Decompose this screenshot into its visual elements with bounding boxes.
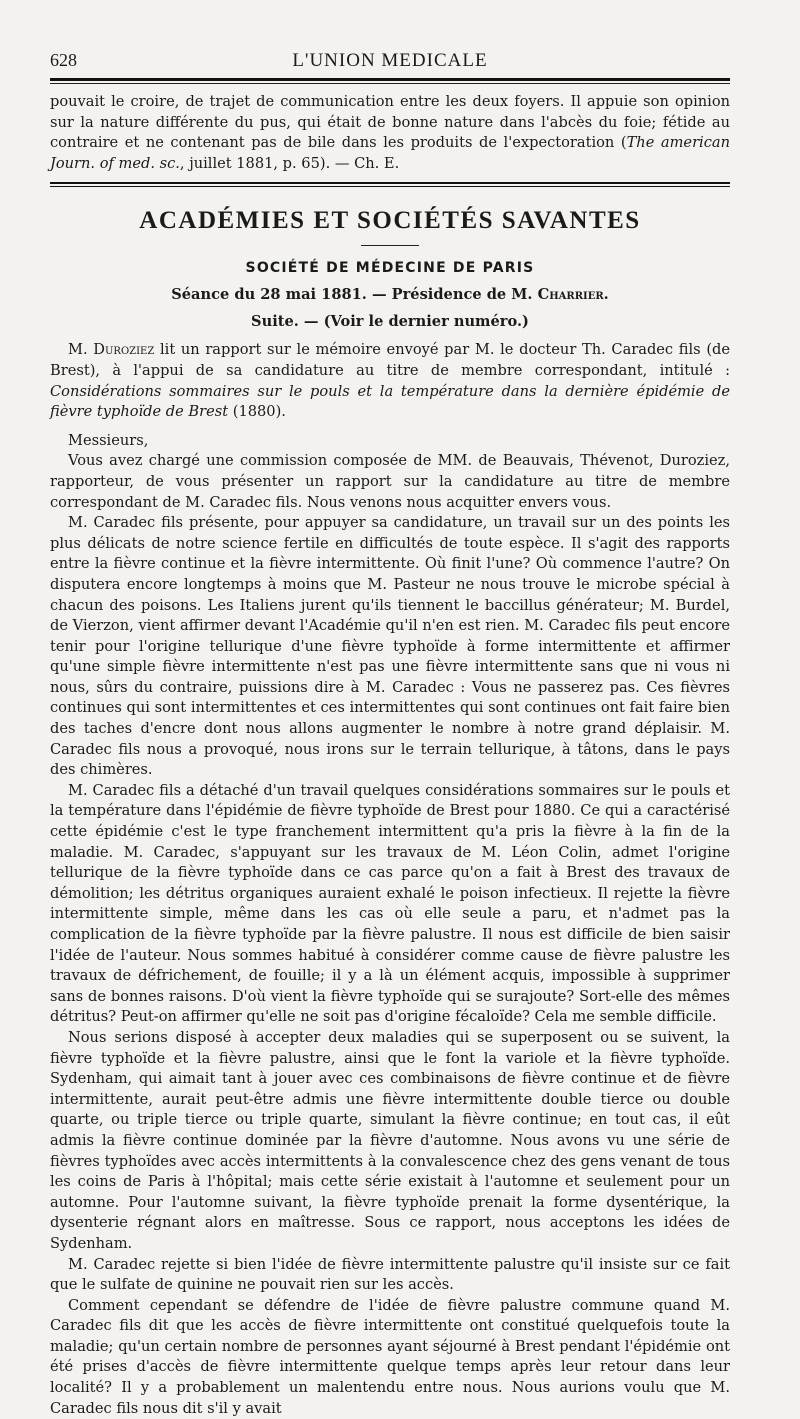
body-paragraph-5: M. Caradec rejette si bien l'idée de fièvre intermittente palustre qu'il insiste sur ce fait que le sulfate de quinine ne pouvait rien sur les accès. [50, 1255, 730, 1294]
section-rule [50, 182, 730, 184]
body-paragraph-3: M. Caradec fils a détaché d'un travail quelques considérations sommaires sur le pouls et la température dans l'épidémie de fièvre typhoïde de Brest pour 1880. Ce qui a caractérisé cette épidémie c'est le type franchement intermittent qu'a pris la fièvre à la fin de la maladie. M. Caradec, s'appuyant sur les travaux de M. Léon Colin, admet l'origine tellurique de la fièvre typhoïde dans ce cas parce qu'on a fait à Brest des travaux de démolition; les détritus organiques auraient exhalé le poison infectieux. Il rejette la fièvre intermittente simple, même dans les cas où elle seule a paru, et n'admet pas la complication de la fièvre typhoïde par la fièvre palustre. Il nous est difficile de bien saisir l'idée de l'auteur. Nous sommes habitué à considérer comme cause de fièvre palustre les travaux de défrichement, de fouille; il y a là un élément acquis, impossible à supprimer sans de bonnes raisons. D'où vient la fièvre typhoïde qui se surajoute? Sort-elle des mêmes détritus? Peut-on affirmer qu'elle ne soit pas d'origine fécaloïde? Cela me semble difficile. [50, 781, 730, 1026]
intro-paragraph [50, 92, 730, 174]
running-header [50, 44, 730, 81]
body-paragraph-6: Comment cependant se défendre de l'idée de fièvre palustre commune quand M. Caradec fils dit que les accès de fièvre intermittente ont constitué quelquefois toute la maladie; qu'un certain nombre de personnes ayant séjourné à Brest pendant l'épidémie ont été prises d'accès de fièvre intermittente quelque temps après leur retour dans leur localité? Il y a probablement un malentendu entre nous. Nous aurions voulu que M. Caradec fils nous dit s'il y avait [50, 1296, 730, 1417]
journal-title: L'UNION MEDICALE [292, 50, 488, 71]
report-paragraph [50, 340, 730, 422]
president-name: Charrier [537, 286, 604, 304]
body-paragraph-2: M. Caradec fils présente, pour appuyer sa candidature, un travail sur un des points les plus délicats de notre science fertile en difficultés de toute espèce. Il s'agit des rapports entre la fièvre continue et la fièvre intermittente. Où finit l'une? Où commence l'autre? On disputera encore longtemps à moins que M. Pasteur ne nous trouve le microbe spécial à chacun des poisons. Les Italiens jurent qu'ils tiennent le baccillus générateur; M. Burdel, de Vierzon, vient affirmer devant l'Académie qu'il n'en est rien. M. Caradec fils peut encore tenir pour l'origine tellurique d'une fièvre typhoïde à forme intermittente et affirmer qu'une simple fièvre intermittente n'est pas une fièvre intermittente sans que ni vous ni nous, sûrs du contraire, puissions dire à M. Caradec : Vous ne passerez pas. Ces fièvres continues qui sont intermittentes et ces intermittentes qui sont continues ont fait faire bien des taches d'encre dont nous allons augmenter le nombre à notre grand déplaisir. M. Caradec fils nous a provoqué, nous irons sur le terrain tellurique, à tâtons, dans le pays des chimères. [50, 514, 730, 779]
salutation: Messieurs, [68, 431, 149, 449]
section-title: ACADÉMIES ET SOCIÉTÉS SAVANTES [139, 207, 641, 235]
header-rule [50, 83, 730, 84]
seance-end: . [603, 286, 609, 304]
section-rule-thin [50, 186, 730, 187]
rapporteur-name: Duroziez [93, 341, 155, 359]
seance-line [50, 286, 730, 303]
intro-text: pouvait le croire, de trajet de communication entre les deux foyers. Il appuie son opinion sur la nature différente du pus, qui était de bonne nature dans l'abcès du foie; fétide au contraire et ne contenant pas de bile dans les produits de l'expectoration ( [50, 93, 730, 152]
memoir-title: Considérations sommaires sur le pouls et la température dans la dernière épidémie de fièvre typhoïde de Brest [50, 382, 730, 421]
body-paragraph-1: Vous avez chargé une commission composée de MM. de Beauvais, Thévenot, Duroziez, rapporteur, de vous présenter un rapport sur la candidature au titre de membre correspondant de M. Caradec fils. Nous venons nous acquitter envers vous. [50, 452, 730, 511]
report-text: lit un rapport sur le mémoire envoyé par M. le docteur Th. Caradec fils (de Brest), à l'appui de sa candidature au titre de membre correspondant, intitulé : [50, 341, 731, 379]
seance-text: Séance du 28 mai 1881. — Présidence de M. [171, 286, 533, 304]
title-divider [361, 245, 419, 246]
intro-citation: The american Journ. of med. sc. [50, 134, 730, 172]
body-paragraph-4: Nous serions disposé à accepter deux maladies qui se superposent ou se suivent, la fièvre typhoïde et la fièvre palustre, ainsi que le font la variole et la fièvre typhoïde. Sydenham, qui aimait tant à jouer avec ces combinaisons de fièvre continue et de fièvre intermittente, aurait peut-être admis une fièvre intermittente double tierce ou double quarte, ou triple tierce ou triple quarte, simulant la fièvre continue; en tout cas, il eût admis la fièvre continue dominée par la fièvre d'automne. Nous avons vu une série de fièvres typhoïdes avec accès intermittents à la convalescence chez des gens venant de tous les coins de Paris à l'hôpital; mais cette série existait à l'automne et seulement pour un automne. Pour l'automne suivant, la fièvre typhoïde prenait la forme dysentérique, la dysenterie régnant alors en maîtresse. Sous ce rapport, nous acceptons les idées de Sydenham. [50, 1028, 730, 1252]
society-heading: SOCIÉTÉ DE MÉDECINE DE PARIS [245, 260, 535, 277]
suite-line: Suite. — (Voir le dernier numéro.) [251, 313, 529, 331]
report-year: (1880). [232, 403, 286, 421]
intro-signature: , juillet 1881, p. 65). — Ch. E. [179, 154, 400, 172]
report-lead: M. [68, 341, 88, 359]
page-number: 628 [50, 50, 77, 70]
